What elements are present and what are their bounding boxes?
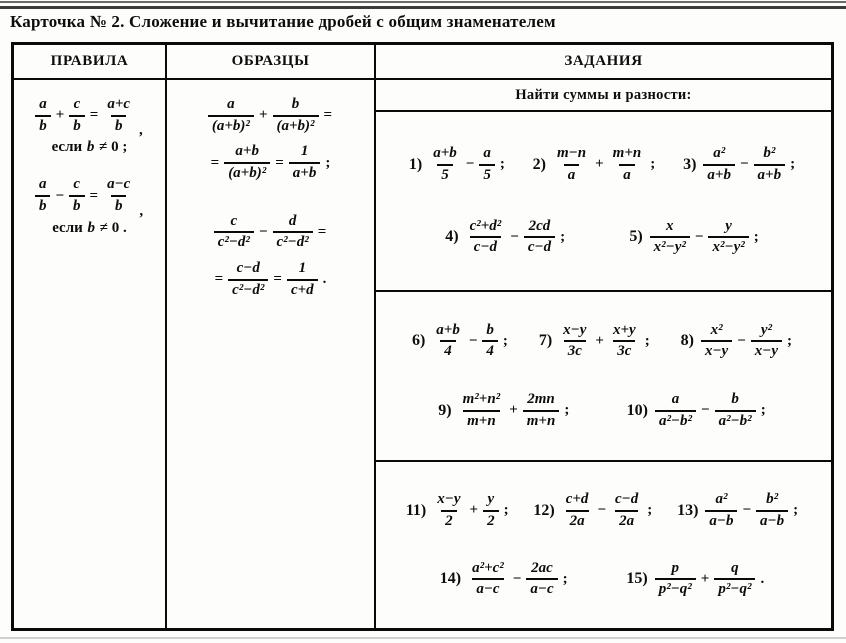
rule-addition-formula: $\frac{a}{b}$ + $\frac{c}{b}$ = $\frac{a+c}{b}$ , xyxy=(33,96,146,135)
task-expression: $\frac{x}{\text{x²−y²}}$ − $\frac{y}{\text{x²−y²}}$ ; xyxy=(648,218,762,257)
task-number: 15) xyxy=(626,570,648,588)
task-number: 5) xyxy=(629,228,643,246)
task-expression: $\frac{\text{x²}}{x-y}$ − $\frac{\text{y²}}{x-y}$ ; xyxy=(699,322,795,361)
task-expression: $\frac{a+b}{5}$ − $\frac{a}{5}$ ; xyxy=(433,145,505,183)
task-row xyxy=(376,491,831,530)
table-body xyxy=(14,80,831,628)
page-top-rule-thick xyxy=(0,6,846,9)
column-header-examples: ОБРАЗЦЫ xyxy=(167,45,376,78)
task-number: 14) xyxy=(439,570,462,588)
task-number: 8) xyxy=(680,332,694,350)
task-3 xyxy=(683,145,798,184)
rule-subtraction-formula: $\frac{a}{b}$ − $\frac{c}{b}$ = $\frac{a-c}{b}$ , xyxy=(33,176,146,215)
task-6 xyxy=(412,322,511,361)
task-number: 7) xyxy=(538,332,553,350)
page-bottom-rule xyxy=(0,637,846,639)
task-1 xyxy=(409,145,508,184)
task-row xyxy=(376,145,831,184)
task-row xyxy=(376,322,831,361)
task-expression: $\frac{x-y}{3c}$ + $\frac{x+y}{3c}$ ; xyxy=(563,321,650,360)
task-expression: $\frac{\text{m²+n²}}{m+n}$ + $\frac{2mn}{m+n}$ ; xyxy=(462,390,570,429)
table-header-row xyxy=(14,45,831,80)
example-2-line-2: = $\frac{c-d}{\text{c²−d²}}$ = $\frac{1}{c+d}$ . xyxy=(214,260,327,298)
task-expression: $\frac{\text{c²+d²}}{c-d}$ − $\frac{2cd}{c-d}$ ; xyxy=(469,217,566,256)
tasks-column xyxy=(376,80,831,628)
task-expression: $\frac{p}{\text{p²−q²}}$ + $\frac{q}{\text{p²−q²}}$ . xyxy=(653,560,768,599)
tasks-subheader: Найти суммы и разности: xyxy=(376,80,831,112)
task-group-3 xyxy=(376,462,831,628)
worksheet-table xyxy=(11,42,834,631)
task-expression: $\frac{a}{\text{a²−b²}}$ − $\frac{b}{\text{a²−b²}}$ ; xyxy=(653,391,769,430)
example-2 xyxy=(212,213,330,300)
task-row xyxy=(376,391,831,430)
task-11 xyxy=(406,491,512,530)
page-title: Карточка № 2. Сложение и вычитание дробей с общим знаменателем xyxy=(10,12,556,31)
column-header-tasks: ЗАДАНИЯ xyxy=(564,53,643,69)
example-2-line-1: $\frac{c}{\text{c²−d²}}$ − $\frac{d}{\text{c²−d²}}$ = xyxy=(212,213,330,252)
task-expression: $\frac{m-n}{a}$ + $\frac{m+n}{a}$ ; xyxy=(557,145,656,183)
example-1 xyxy=(206,96,335,183)
task-expression: $\frac{\text{a²+c²}}{a-c}$ − $\frac{2ac}{a-c}$ ; xyxy=(472,559,568,598)
task-14 xyxy=(440,560,571,599)
task-2 xyxy=(533,145,659,184)
task-number: 1) xyxy=(408,155,423,173)
task-group-2 xyxy=(376,292,831,462)
task-row xyxy=(376,218,831,257)
rule-subtraction-condition: если b ≠ 0 . xyxy=(52,219,127,236)
task-4 xyxy=(445,218,568,257)
rule-addition-condition: если b ≠ 0 ; xyxy=(51,139,128,156)
task-group-1 xyxy=(376,112,831,292)
task-expression: $\frac{c+d}{2a}$ − $\frac{c-d}{2a}$ ; xyxy=(565,491,653,529)
task-number: 4) xyxy=(445,228,459,246)
task-number: 6) xyxy=(411,332,426,350)
task-5 xyxy=(629,218,761,257)
rules-column xyxy=(14,80,167,628)
examples-column xyxy=(167,80,376,628)
rule-addition xyxy=(33,96,146,156)
task-7 xyxy=(539,322,653,361)
task-12 xyxy=(533,491,655,530)
task-expression: $\frac{a+b}{4}$ − $\frac{b}{4}$ ; xyxy=(436,321,508,360)
example-1-line-2: = $\frac{a+b}{\text{(a+b)²}}$ = $\frac{1}{a+b}$ ; xyxy=(210,143,331,182)
rule-subtraction xyxy=(33,176,146,236)
task-15 xyxy=(626,560,767,599)
task-number: 10) xyxy=(626,401,648,419)
task-13 xyxy=(677,491,801,530)
task-expression: $\frac{\text{a²}}{a-b}$ − $\frac{\text{b²}}{a-b}$ ; xyxy=(703,491,801,530)
task-row xyxy=(376,560,831,599)
task-number: 11) xyxy=(405,501,427,519)
task-expression: $\frac{\text{a²}}{a+b}$ − $\frac{\text{b²}}{a+b}$ ; xyxy=(701,145,798,184)
example-1-line-1: $\frac{a}{\text{(a+b)²}}$ + $\frac{b}{\text{(a+b)²}}$ = xyxy=(206,96,335,135)
task-number: 3) xyxy=(683,155,697,173)
task-number: 9) xyxy=(438,401,452,419)
task-10 xyxy=(627,391,769,430)
page-top-rule-thin xyxy=(0,1,846,3)
task-number: 12) xyxy=(533,501,555,519)
task-number: 2) xyxy=(532,155,546,173)
task-number: 13) xyxy=(677,501,699,519)
task-expression: $\frac{x-y}{2}$ + $\frac{y}{2}$ ; xyxy=(437,491,509,529)
task-8 xyxy=(681,322,795,361)
column-header-rules: ПРАВИЛА xyxy=(14,45,167,78)
task-9 xyxy=(438,391,572,430)
